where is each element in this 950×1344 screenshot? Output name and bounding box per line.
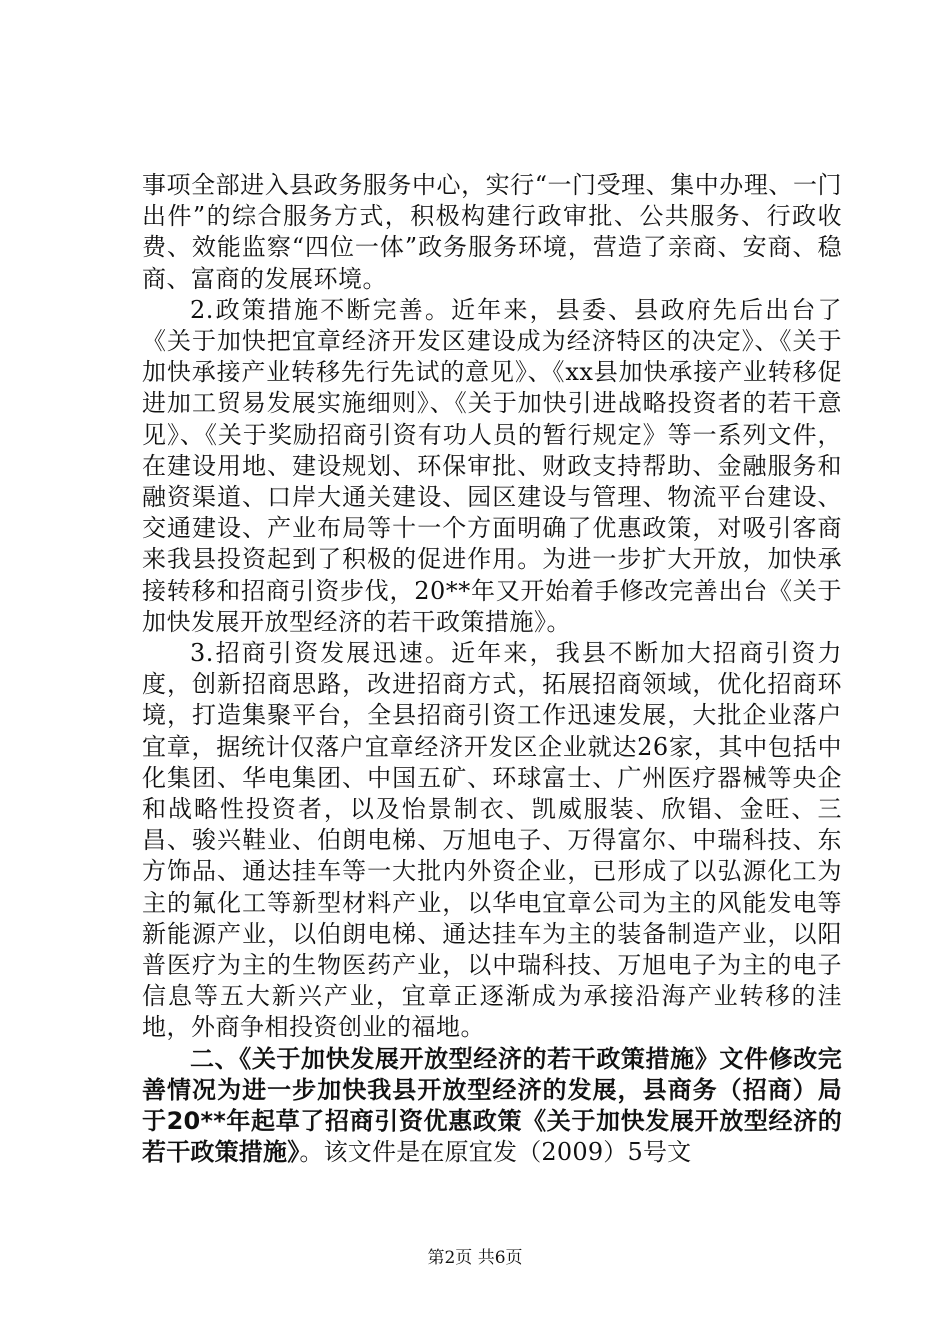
section-heading-bold: 二、《关于加快发展开放型经济的若干政策措施》文件修改完善情况为进一步加快我县开放型经济的发展，县商务（招商）局于20**年起草了招商引资优惠政策《关于加快发展开放型经济的若干政策措施》: [142, 1044, 842, 1167]
page-footer: 第2页 共6页: [427, 1248, 523, 1268]
document-body: [142, 170, 842, 1169]
section-heading-paragraph: [142, 1044, 842, 1169]
paragraph-policy-measures: 2.政策措施不断完善。近年来，县委、县政府先后出台了《关于加快把宜章经济开发区建设成为经济特区的决定》、《关于加快承接产业转移先行先试的意见》、《xx县加快承接产业转移促进加工贸易发展实施细则》、《关于加快引进战略投资者的若干意见》、《关于奖励招商引资有功人员的暂行规定》等一系列文件，在建设用地、建设规划、环保审批、财政支持帮助、金融服务和融资渠道、口岸大通关建设、园区建设与管理、物流平台建设、交通建设、产业布局等十一个方面明确了优惠政策，对吸引客商来我县投资起到了积极的促进作用。为进一步扩大开放，加快承接转移和招商引资步伐，20**年又开始着手修改完善出台《关于加快发展开放型经济的若干政策措施》。: [142, 295, 842, 636]
paragraph-investment-growth: 3.招商引资发展迅速。近年来，我县不断加大招商引资力度，创新招商思路，改进招商方式，拓展招商领域，优化招商环境，打造集聚平台，全县招商引资工作迅速发展，大批企业落户宜章，据统计仅落户宜章经济开发区企业就达26家，其中包括中化集团、华电集团、中国五矿、环球富士、广州医疗器械等央企和战略性投资者，以及怡景制衣、凯威服装、欣锠、金旺、三昌、骏兴鞋业、伯朗电梯、万旭电子、万得富尔、中瑞科技、东方饰品、通达挂车等一大批内外资企业，已形成了以弘源化工为主的氟化工等新型材料产业，以华电宜章公司为主的风能发电等新能源产业，以伯朗电梯、通达挂车为主的装备制造产业，以阳普医疗为主的生物医药产业，以中瑞科技、万旭电子为主的电子信息等五大新兴产业，宜章正逐渐成为承接沿海产业转移的洼地，外商争相投资创业的福地。: [142, 639, 842, 1042]
paragraph-continuation: 事项全部进入县政务服务中心，实行“一门受理、集中办理、一门出件”的综合服务方式，积极构建行政审批、公共服务、行政收费、效能监察“四位一体”政务服务环境，营造了亲商、安商、稳商、富商的发展环境。: [142, 171, 842, 293]
section-heading-tail: 。该文件是在原宜发（2009）5号文: [299, 1138, 692, 1167]
